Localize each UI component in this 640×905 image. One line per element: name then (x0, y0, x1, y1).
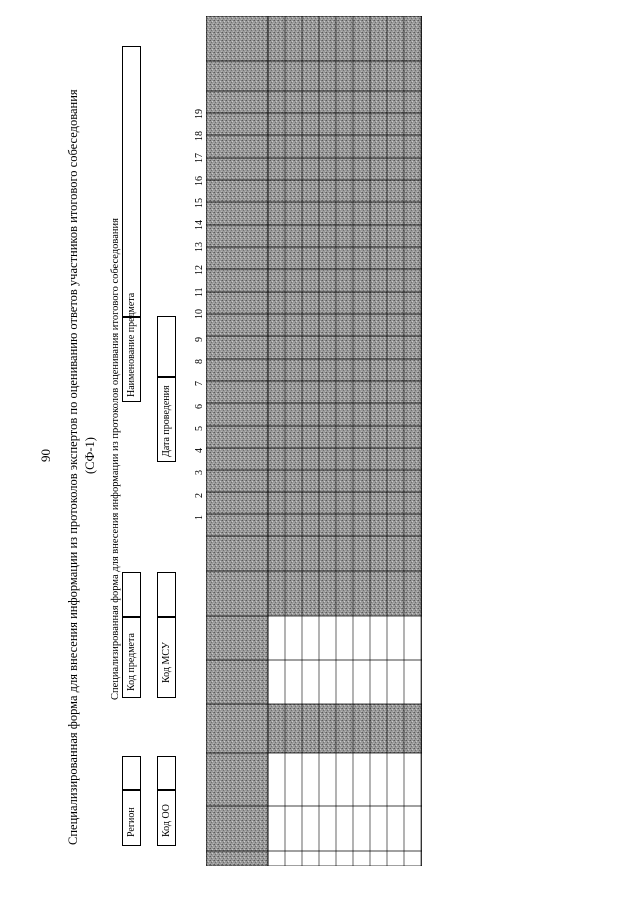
region-label-box (122, 790, 141, 846)
subject-name-label: Наименование предмета (126, 292, 137, 397)
column-number: 13 (194, 242, 205, 253)
column-number: 1 (194, 515, 205, 520)
subject-code-label: Код предмета (126, 633, 137, 691)
column-number: 8 (194, 358, 205, 364)
subject-code-label-box (122, 616, 141, 698)
form-title: Специализированная форма для внесения информации из протоколов экспертов по оцениванию ответов участников итогового собеседования (66, 89, 80, 845)
msu-code-label: Код МСУ (161, 642, 172, 683)
column-number: 6 (194, 403, 205, 409)
exam-date-value-box[interactable] (157, 316, 176, 378)
subject-name-label-box (122, 292, 141, 402)
exam-date-label: Дата проведения (161, 385, 172, 457)
oo-code-label: Код ОО (161, 804, 172, 837)
exam-date-label-box (157, 376, 176, 462)
subject-name-value-box[interactable] (122, 46, 141, 318)
msu-code-value-box[interactable] (157, 572, 176, 618)
msu-code-label-box (157, 616, 176, 698)
column-number: 17 (194, 153, 205, 164)
column-number: 19 (194, 108, 205, 119)
column-number: 14 (194, 220, 205, 231)
column-number: 12 (194, 264, 205, 275)
region-label: Регион (126, 807, 137, 837)
column-number: 5 (194, 425, 205, 431)
column-number: 3 (194, 470, 205, 476)
column-number: 2 (194, 492, 205, 498)
oo-code-value-box[interactable] (157, 756, 176, 790)
form-code: (СФ-1) (83, 437, 97, 474)
column-number: 4 (194, 448, 205, 454)
oo-code-label-box (157, 790, 176, 846)
form-table (206, 16, 422, 866)
column-number: 11 (194, 287, 205, 297)
subject-code-value-box[interactable] (122, 572, 141, 618)
column-number: 7 (194, 381, 205, 387)
section-title: Специализированная форма для внесения информации из протоколов оценивания итогового собеседования (110, 218, 121, 700)
column-number: 10 (194, 309, 205, 320)
page-number: 90 (38, 449, 53, 462)
shaded-area (206, 16, 422, 866)
column-number: 9 (194, 336, 205, 342)
column-number: 18 (194, 130, 205, 141)
column-number: 16 (194, 175, 205, 186)
region-value-box[interactable] (122, 756, 141, 790)
column-number: 15 (194, 197, 205, 208)
blank-cell-area (268, 753, 422, 866)
